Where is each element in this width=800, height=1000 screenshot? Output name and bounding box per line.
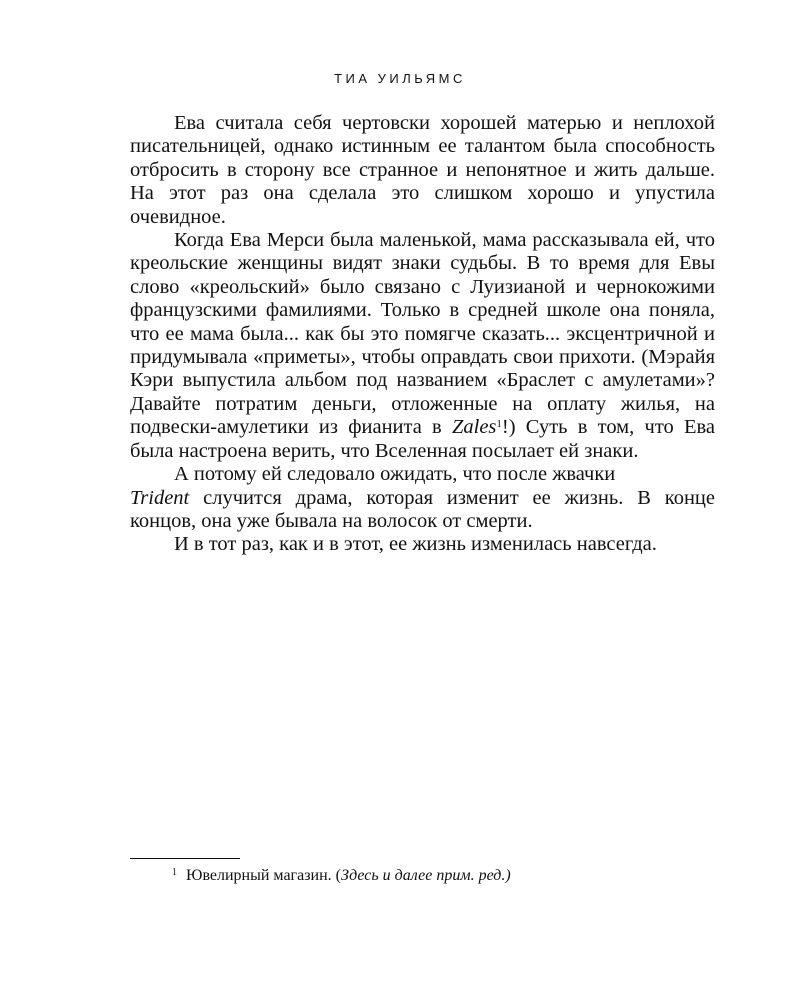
footnote-text: Ювелирный магазин. ( (186, 867, 341, 884)
paragraph-4-text: И в тот раз, как и в этот, ее жизнь изменилась навсегда. (174, 533, 657, 556)
footnote (172, 866, 732, 886)
footnote-divider (130, 858, 240, 859)
paragraph-3 (130, 463, 715, 533)
paragraph-4 (130, 533, 715, 556)
zales-italic: Zales (451, 416, 497, 439)
body-text (130, 112, 715, 557)
footnote-italic: Здесь и далее прим. ред.) (340, 867, 511, 884)
paragraph-1 (130, 112, 715, 229)
running-head: ТИА УИЛЬЯМС (334, 71, 466, 86)
paragraph-3-text-b: случится драма, которая изменит ее жизнь. В конце концов, она уже бывала на волосок от смерти. (130, 486, 715, 532)
paragraph-1-text: Ева считала себя чертовски хорошей матерью и неплохой писательницей, однако истинным ее талантом была способность отбросить в сторону все странное и непонятное и жить дальше. На этот раз она сделала это слишком хорошо и упустила очевидное. (130, 112, 715, 228)
paragraph-2-text-b: !) Суть в том, что Ева была настроена верить, что Вселенная посылает ей знаки. (130, 416, 716, 462)
footnote-reference: 1 (496, 418, 502, 431)
trident-italic: Trident (130, 486, 190, 509)
footnote-mark: 1 (172, 867, 177, 878)
paragraph-2 (130, 229, 715, 463)
paragraph-2-text-a: Когда Ева Мерси была маленькой, мама рассказывала ей, что креольские женщины видят знаки судьбы. В то время для Евы слово «креольский» было связано с Луизианой и чернокожими французскими фамилиями. Только в средней школе она поняла, что ее мама была... как бы это помягче сказать... эксцентричной и придумывала «приметы», чтобы оправдать свои прихоти. (Мэрайя Кэри выпустила альбом под названием «Браслет с амулетами»? Давайте потратим деньги, отложенные на оплату жилья, на подвески-амулетики из фианита в (130, 229, 715, 439)
paragraph-3-text-a: А потому ей следовало ожидать, что после жвачки (174, 463, 616, 486)
